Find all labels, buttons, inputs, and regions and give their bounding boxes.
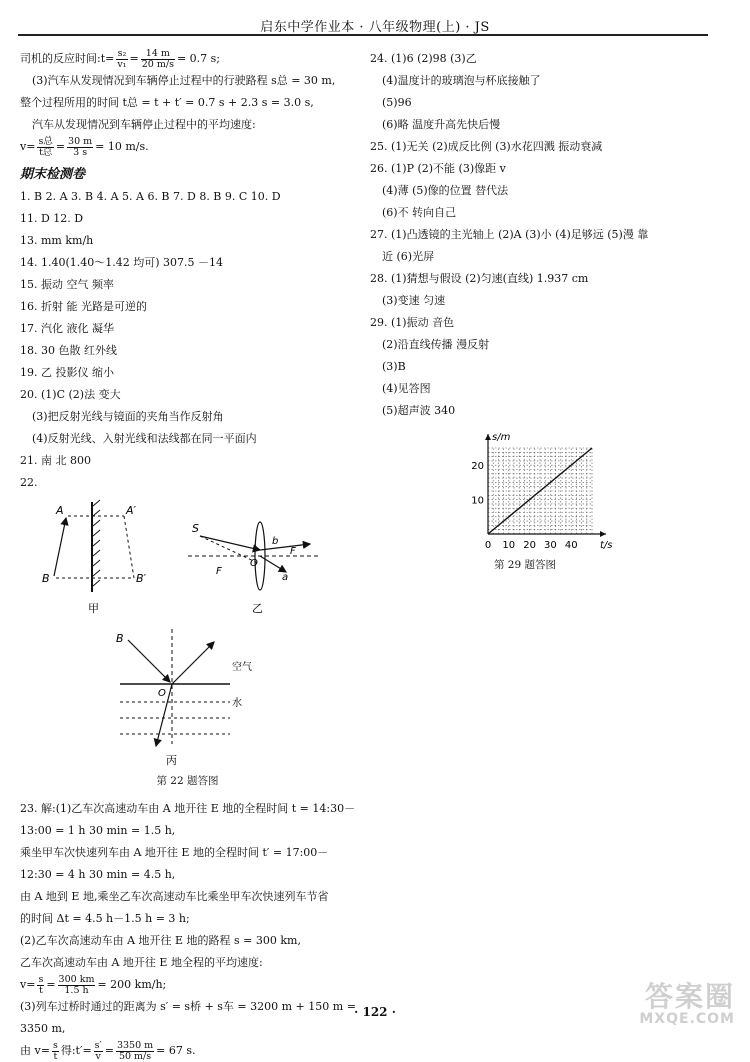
label-F-right: F [290,546,296,557]
label-F-left: F [216,566,222,577]
answer-line: (6)不 转向自己 [382,206,457,219]
answer-line: 3350 m, [20,1022,66,1035]
label-O: O [250,558,258,569]
line: v= $\frac{\text{s总}}{\text{t总}}$ = $\frac{30 m}{3 s}$ = 10 m/s. [20,135,149,158]
answer-line: v= $\frac{s}{t}$ = $\frac{300 km}{1.5 h}$ = 200 km/h; [20,973,167,996]
fraction: $\frac{30 m}{3 s}$ [68,135,93,158]
page-header [0,0,750,35]
answer-line: (4)见答图 [382,382,431,395]
answer-line: 12:30 = 4 h 30 min = 4.5 h, [20,868,176,881]
answer-line: 26. (1)P (2)不能 (3)像距 v [370,162,506,175]
answer-line: (2)沿直线传播 漫反射 [382,338,490,351]
answer-line: (4)反射光线、入射光线和法线都在同一平面内 [32,432,257,445]
fraction: $\frac{300 km}{1.5 h}$ [58,973,95,996]
answer-line: (6)略 温度升高先快后慢 [382,118,501,131]
fraction: $\frac{\text{s₂}}{\text{v₁}}$ [117,47,127,70]
label-B: B [42,572,50,585]
answer-line: 13:00 = 1 h 30 min = 1.5 h, [20,824,176,837]
answer-line: 19. 乙 投影仪 缩小 [20,366,114,379]
answer-line: 近 (6)光屏 [382,250,435,263]
answer-line: (3)把反射光线与镜面的夹角当作反射角 [32,410,224,423]
answer-line: 29. (1)振动 音色 [370,316,455,329]
line: 司机的反应时间:t= $\frac{\text{s₂}}{\text{v₁}}$ = $\frac{14 m}{20 m/s}$ = 0.7 s; [20,47,221,70]
answer-line: 18. 30 色散 红外线 [20,344,117,357]
diagram-yi [188,522,320,615]
label-B-bing: B [116,632,124,645]
answer-line: 13. mm km/h [20,234,94,247]
answer-line: (4)薄 (5)像的位置 替代法 [382,184,509,197]
answer-line: 乘坐甲车次快速列车由 A 地开往 E 地的全程时间 t′ = 17:00－ [20,846,329,859]
y-tick-label: 10 [471,495,484,507]
figure-22 [20,494,355,776]
diagram-jia [42,500,147,615]
answer-line: 由 v= $\frac{s}{t}$ 得:t′= $\frac{s'}{v}$ = $\frac{3350 m}{50 m/s}$ = 67 s. [20,1039,196,1062]
header-title: 启东中学作业本 · 八年级物理(上) · JS [260,20,490,35]
answer-line: (4)温度计的玻璃泡与杯底接触了 [382,74,541,87]
label-air: 空气 [232,662,252,673]
chart-ticks [471,461,577,551]
x-tick-label: 10 [502,540,516,551]
figure-22-caption: 第 22 题答图 [156,775,219,787]
label-yi: 乙 [252,602,263,615]
x-tick-label: 30 [544,540,557,551]
answer-line: 27. (1)凸透镜的主光轴上 (2)A (3)小 (4)足够远 (5)漫 靠 [370,228,649,241]
fraction: $\frac{\text{s总}}{\text{t总}}$ [38,135,53,158]
answer-line: 14. 1.40(1.40～1.42 均可) 307.5 －14 [20,256,224,269]
label-jia: 甲 [88,602,99,615]
y-axis-label: s/m [492,432,511,443]
watermark [639,975,735,1027]
label-a: a [282,572,289,583]
answer-line: (5)96 [382,96,412,109]
section-title: 期末检测卷 [20,167,86,182]
x-tick-label: 20 [523,540,536,551]
label-A-prime: A′ [126,504,137,517]
figure-29 [370,426,705,554]
answer-line: 24. (1)6 (2)98 (3)乙 [370,52,477,65]
answer-line: (5)超声波 340 [382,404,456,417]
figure-29-caption: 第 29 题答图 [493,559,557,571]
answer-line: 的时间 Δt = 4.5 h－1.5 h = 3 h; [20,912,190,925]
answer-line: 21. 南 北 800 [20,454,91,467]
answer-line: 23. 解:(1)乙车次高速动车由 A 地开往 E 地的全程时间 t = 14:30－ [20,802,356,815]
fraction: $\frac{s}{t}$ [52,1039,58,1062]
y-tick-label: 20 [471,461,484,473]
answer-line: 20. (1)C (2)法 变大 [20,388,121,401]
answer-line: 16. 折射 能 光路是可逆的 [20,300,147,313]
header-rule [18,34,708,36]
line: 整个过程所用的时间 t总 = t + t′ = 0.7 s + 2.3 s = 3.0 s, [20,96,314,109]
answer-line: 25. (1)无关 (2)成反比例 (3)水花四溅 振动衰减 [370,140,603,153]
x-axis-label: t/s [600,540,613,551]
label-B-prime: B′ [136,572,147,585]
answer-line: 17. 汽化 液化 凝华 [20,322,114,335]
figure-22-diagrams [20,494,355,776]
diagram-bing [116,629,252,767]
answer-line: (2)乙车次高速动车由 A 地开往 E 地的路程 s = 300 km, [20,934,301,947]
answer-line: (3)B [382,360,406,373]
fraction: $\frac{s}{t}$ [38,973,44,996]
page-number: · 122 · [354,1005,396,1019]
answer-line: (3)变速 匀速 [382,294,446,307]
y-axis-arrow [485,434,491,440]
answer-line: 由 A 地到 E 地,乘坐乙车次高速动车比乘坐甲车次快速列车节省 [20,890,329,903]
line: (3)汽车从发现情况到车辆停止过程中的行驶路程 s总 = 30 m, [32,74,336,87]
line: 汽车从发现情况到车辆停止过程中的平均速度: [32,118,256,131]
watermark-logo: 答案圈 [644,980,735,1013]
answer-line: 1. B 2. A 3. B 4. A 5. A 6. B 7. D 8. B 9. C 10. D [20,190,281,203]
watermark-url: MXQE.COM [639,1011,735,1027]
answer-line: 22. [20,476,38,489]
label-water: 水 [232,698,242,709]
label-bing: 丙 [166,754,177,767]
left-column [20,48,355,1062]
label-S: S [192,522,199,535]
x-axis-arrow [600,531,606,537]
fraction: $\frac{3350 m}{50 m/s}$ [116,1039,154,1062]
fraction: $\frac{s'}{v}$ [94,1039,102,1062]
right-column [370,48,705,576]
x-tick-label: 40 [564,540,578,551]
answer-line: 15. 振动 空气 频率 [20,278,114,291]
answer-line: 乙车次高速动车由 A 地开往 E 地全程的平均速度: [20,956,263,969]
x-tick-label: 0 [484,540,492,551]
label-A: A [56,504,64,517]
figure-29-chart [370,426,705,554]
answer-line: 11. D 12. D [20,212,84,225]
answer-line: (3)列车过桥时通过的距离为 s′ = s桥 + s车 = 3200 m + 150 m = [20,1000,356,1013]
fraction: $\frac{14 m}{20 m/s}$ [141,47,174,70]
label-b: b [272,536,279,547]
chart-axes [485,432,613,551]
label-O-bing: O [158,688,166,699]
answer-line: 28. (1)猜想与假设 (2)匀速(直线) 1.937 cm [370,272,589,285]
